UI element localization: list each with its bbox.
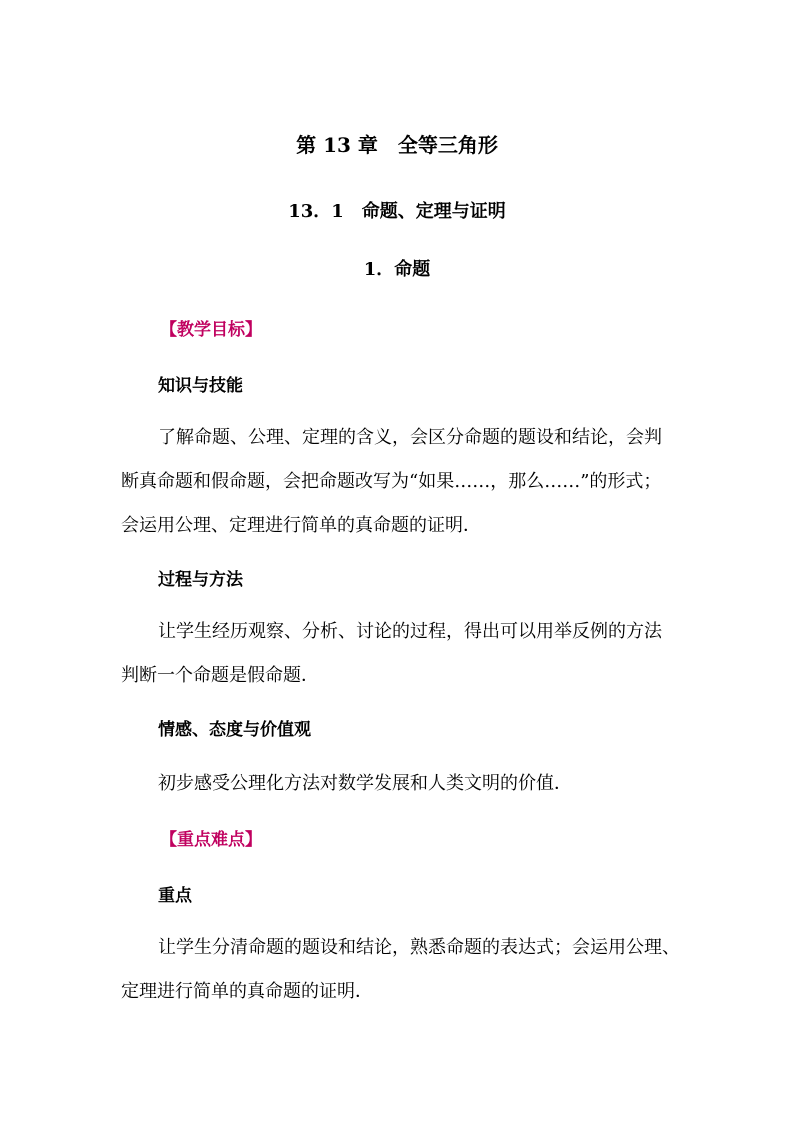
process-method-line-1: 让学生经历观察、分析、讨论的过程，得出可以用举反例的方法 [158, 621, 662, 642]
key-points-heading: 【重点难点】 [160, 830, 262, 850]
emotion-values-heading: 情感、态度与价值观 [158, 720, 311, 740]
chapter-title: 第 13 章 全等三角形 [296, 133, 498, 157]
section-title: 13．1 命题、定理与证明 [288, 201, 506, 222]
knowledge-skills-line-3: 会运用公理、定理进行简单的真命题的证明． [121, 515, 481, 536]
knowledge-skills-line-2: 断真命题和假命题，会把命题改写为“如果……，那么……”的形式； [121, 471, 662, 492]
emotion-values-line-1: 初步感受公理化方法对数学发展和人类文明的价值． [158, 773, 572, 794]
focus-heading: 重点 [158, 886, 192, 906]
knowledge-skills-heading: 知识与技能 [158, 376, 243, 396]
focus-line-1: 让学生分清命题的题设和结论，熟悉命题的表达式；会运用公理、 [158, 937, 680, 958]
process-method-heading: 过程与方法 [158, 570, 243, 590]
focus-line-2: 定理进行简单的真命题的证明． [121, 981, 373, 1002]
teaching-goals-heading: 【教学目标】 [160, 320, 262, 340]
subsection-title: 1．命题 [363, 259, 431, 280]
process-method-line-2: 判断一个命题是假命题． [121, 665, 319, 686]
knowledge-skills-line-1: 了解命题、公理、定理的含义，会区分命题的题设和结论，会判 [158, 427, 662, 448]
